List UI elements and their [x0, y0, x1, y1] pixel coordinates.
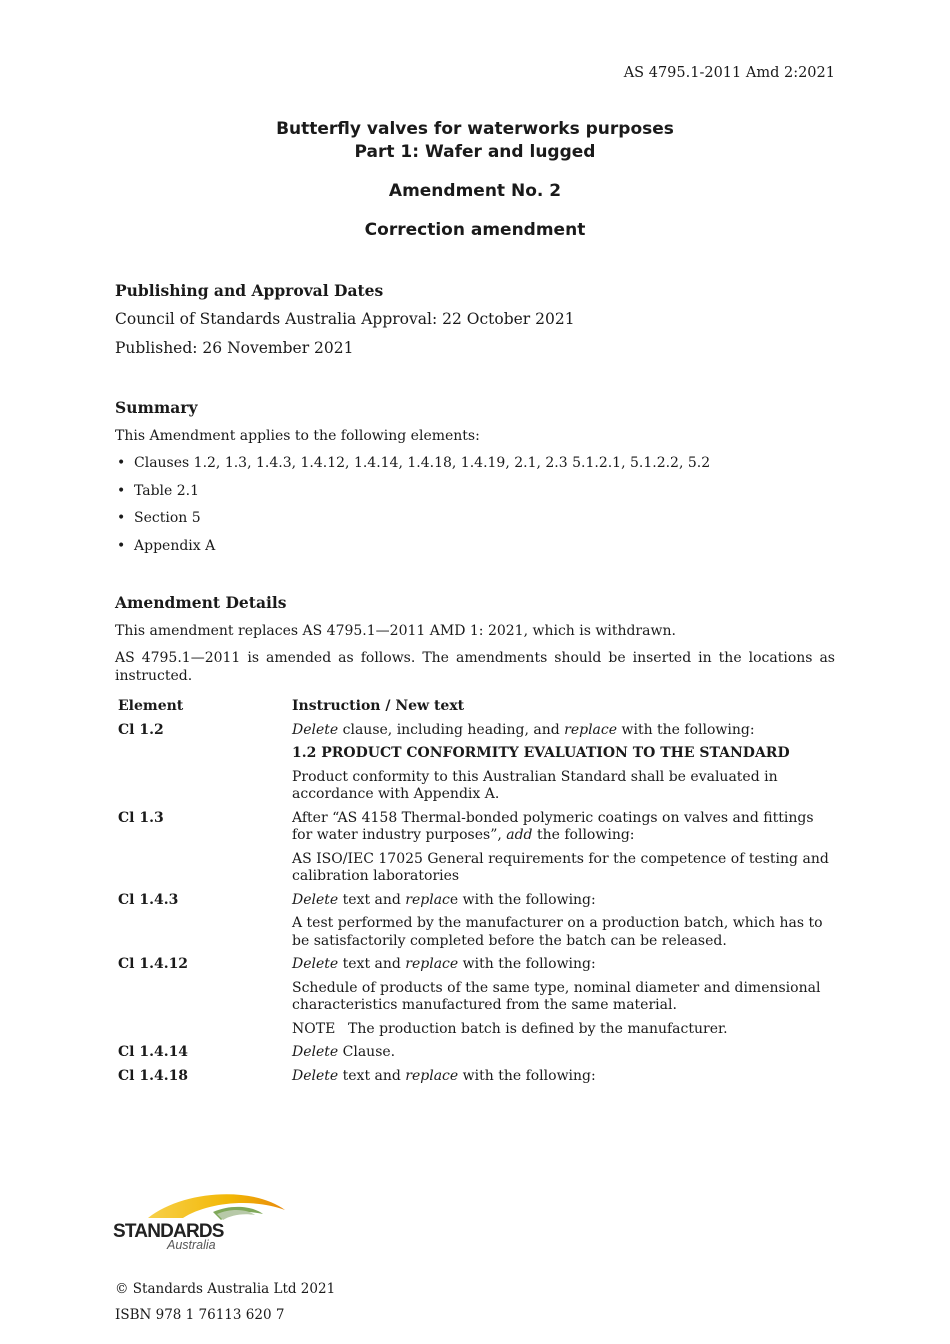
amendment-table — [115, 698, 835, 1091]
published-date: Published: 26 November 2021 — [115, 339, 354, 357]
instruction-cell: Delete Clause. — [292, 1044, 396, 1060]
instruction-cell: Delete text and replace with the following: — [292, 891, 596, 908]
list-item: • Table 2.1 — [115, 482, 835, 510]
table-row — [115, 810, 835, 851]
table-row — [115, 892, 835, 916]
standards-australia-logo — [113, 1188, 288, 1252]
instruction-cell: Delete text and replace with the following: — [292, 1067, 596, 1084]
amendment-type: Correction amendment — [364, 220, 586, 240]
table-row — [115, 1021, 835, 1045]
note-text: NOTE The production batch is defined by the manufacturer. — [292, 1020, 728, 1037]
column-header-element: Element — [118, 698, 184, 714]
new-text: Product conformity to this Australian Standard shall be evaluated in accordance with Appendix A. — [292, 768, 778, 802]
table-header-row — [115, 698, 835, 722]
copyright: © Standards Australia Ltd 2021 — [115, 1281, 336, 1297]
new-text: Schedule of products of the same type, nominal diameter and dimensional characteristics manufactured from the same material. — [292, 979, 821, 1013]
table-row — [115, 956, 835, 980]
details-paragraph-2: AS 4795.1—2011 is amended as follows. The amendments should be inserted in the locations as instructed. — [115, 650, 835, 684]
column-header-instruction: Instruction / New text — [292, 698, 465, 714]
element-cl-1-4-14: Cl 1.4.14 — [118, 1044, 189, 1060]
element-cl-1-4-12: Cl 1.4.12 — [118, 956, 189, 972]
element-cl-1-4-3: Cl 1.4.3 — [118, 891, 179, 908]
table-row — [115, 851, 835, 892]
element-cl-1-4-18: Cl 1.4.18 — [118, 1067, 189, 1084]
dates-heading: Publishing and Approval Dates — [115, 281, 384, 300]
title-block — [0, 118, 950, 242]
approval-date: Council of Standards Australia Approval: 22 October 2021 — [115, 310, 575, 328]
table-row — [115, 915, 835, 956]
title-line-2: Part 1: Wafer and lugged — [354, 142, 596, 162]
element-cl-1-2: Cl 1.2 — [118, 721, 164, 738]
logo-wordmark: STANDARDS — [113, 1221, 224, 1242]
new-clause-heading: 1.2 PRODUCT CONFORMITY EVALUATION TO THE STANDARD — [292, 745, 790, 761]
isbn: ISBN 978 1 76113 620 7 — [115, 1307, 285, 1323]
table-row — [115, 769, 835, 810]
element-cl-1-3: Cl 1.3 — [118, 809, 164, 826]
amendment-number: Amendment No. 2 — [388, 181, 562, 201]
table-row — [115, 1068, 835, 1092]
details-heading: Amendment Details — [115, 593, 287, 612]
new-text: A test performed by the manufacturer on a production batch, which has to be satisfactorily completed before the batch can be released. — [292, 915, 823, 949]
list-item: • Section 5 — [115, 509, 835, 537]
summary-list — [115, 454, 835, 564]
instruction-cell: Delete text and replace with the following: — [292, 956, 596, 972]
document-id: AS 4795.1-2011 Amd 2:2021 — [623, 65, 835, 81]
title-line-1: Butterfly valves for waterworks purposes — [276, 119, 674, 139]
table-row — [115, 980, 835, 1021]
summary-heading: Summary — [115, 398, 198, 417]
table-row — [115, 722, 835, 746]
table-row — [115, 745, 835, 769]
new-text: AS ISO/IEC 17025 General requirements for the competence of testing and calibration laboratories — [292, 850, 829, 884]
details-paragraph-1: This amendment replaces AS 4795.1—2011 AMD 1: 2021, which is withdrawn. — [115, 623, 676, 639]
instruction-cell: Delete clause, including heading, and replace with the following: — [292, 721, 755, 738]
summary-intro: This Amendment applies to the following elements: — [115, 428, 480, 444]
table-row — [115, 1044, 835, 1068]
instruction-cell: After “AS 4158 Thermal-bonded polymeric coatings on valves and fittings for water industry purposes”, add the following: — [292, 809, 814, 843]
list-item: • Clauses 1.2, 1.3, 1.4.3, 1.4.12, 1.4.14, 1.4.18, 1.4.19, 2.1, 2.3 5.1.2.1, 5.1.2.2, 5.2 — [115, 454, 835, 482]
logo-subtitle: Australia — [167, 1238, 216, 1252]
list-item: • Appendix A — [115, 537, 835, 565]
